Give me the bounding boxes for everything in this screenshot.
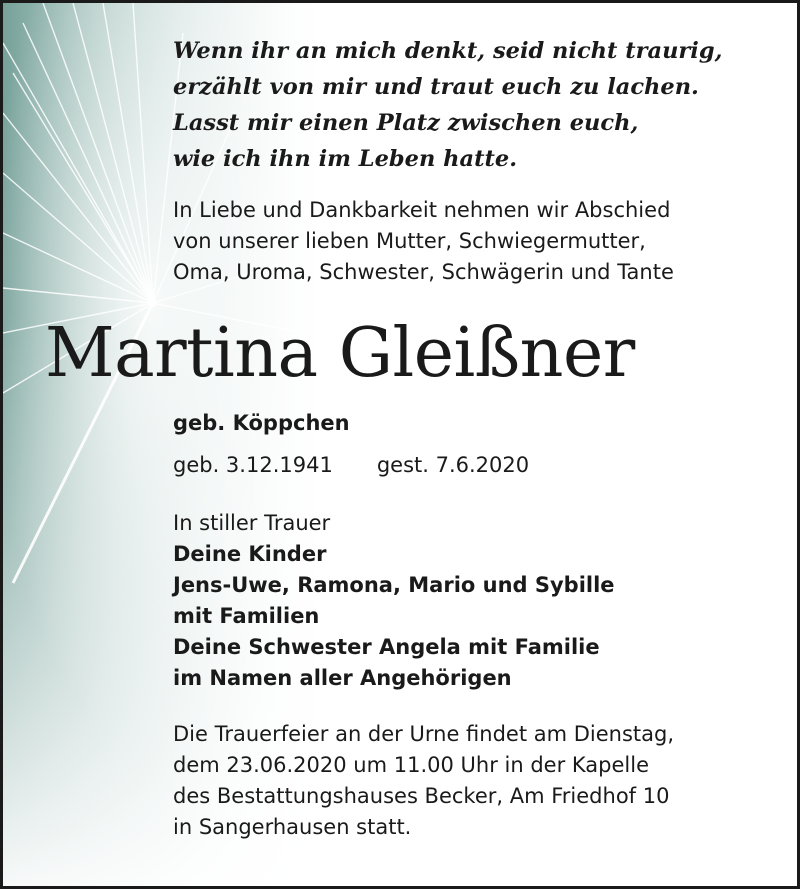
- intro-line: Oma, Uroma, Schwester, Schwägerin und Tante: [173, 260, 674, 284]
- mourners-block: [173, 508, 777, 694]
- poem: [173, 33, 777, 177]
- life-dates: [173, 449, 777, 481]
- ceremony-line: des Bestattungshauses Becker, Am Friedhof 10: [173, 784, 670, 808]
- ceremony-line: Die Trauerfeier an der Urne findet am Dienstag,: [173, 722, 675, 746]
- birth-name: geb. Köppchen: [173, 411, 350, 435]
- farewell-intro: [173, 195, 777, 288]
- ceremony-info: [173, 719, 777, 843]
- ceremony-line: in Sangerhausen statt.: [173, 815, 412, 839]
- death-date: gest. 7.6.2020: [376, 453, 530, 477]
- deceased-name: Martina Gleißner: [45, 314, 635, 393]
- poem-line: Lasst mir einen Platz zwischen euch,: [173, 110, 639, 136]
- mourner-line: Deine Schwester Angela mit Familie: [173, 635, 600, 659]
- mourner-line: Jens-Uwe, Ramona, Mario und Sybille: [173, 573, 615, 597]
- intro-line: von unserer lieben Mutter, Schwiegermutter,: [173, 229, 646, 253]
- mourner-line: mit Familien: [173, 604, 320, 628]
- mourner-line: im Namen aller Angehörigen: [173, 666, 512, 690]
- mourners-heading: In stiller Trauer: [173, 511, 331, 535]
- mourner-line: Deine Kinder: [173, 542, 327, 566]
- poem-line: erzählt von mir und traut euch zu lachen.: [173, 74, 699, 100]
- ceremony-line: dem 23.06.2020 um 11.00 Uhr in der Kapelle: [173, 753, 650, 777]
- poem-line: wie ich ihn im Leben hatte.: [173, 146, 518, 172]
- intro-line: In Liebe und Dankbarkeit nehmen wir Abschied: [173, 198, 671, 222]
- birth-date: geb. 3.12.1941: [173, 453, 333, 477]
- poem-line: Wenn ihr an mich denkt, seid nicht traurig,: [173, 38, 723, 64]
